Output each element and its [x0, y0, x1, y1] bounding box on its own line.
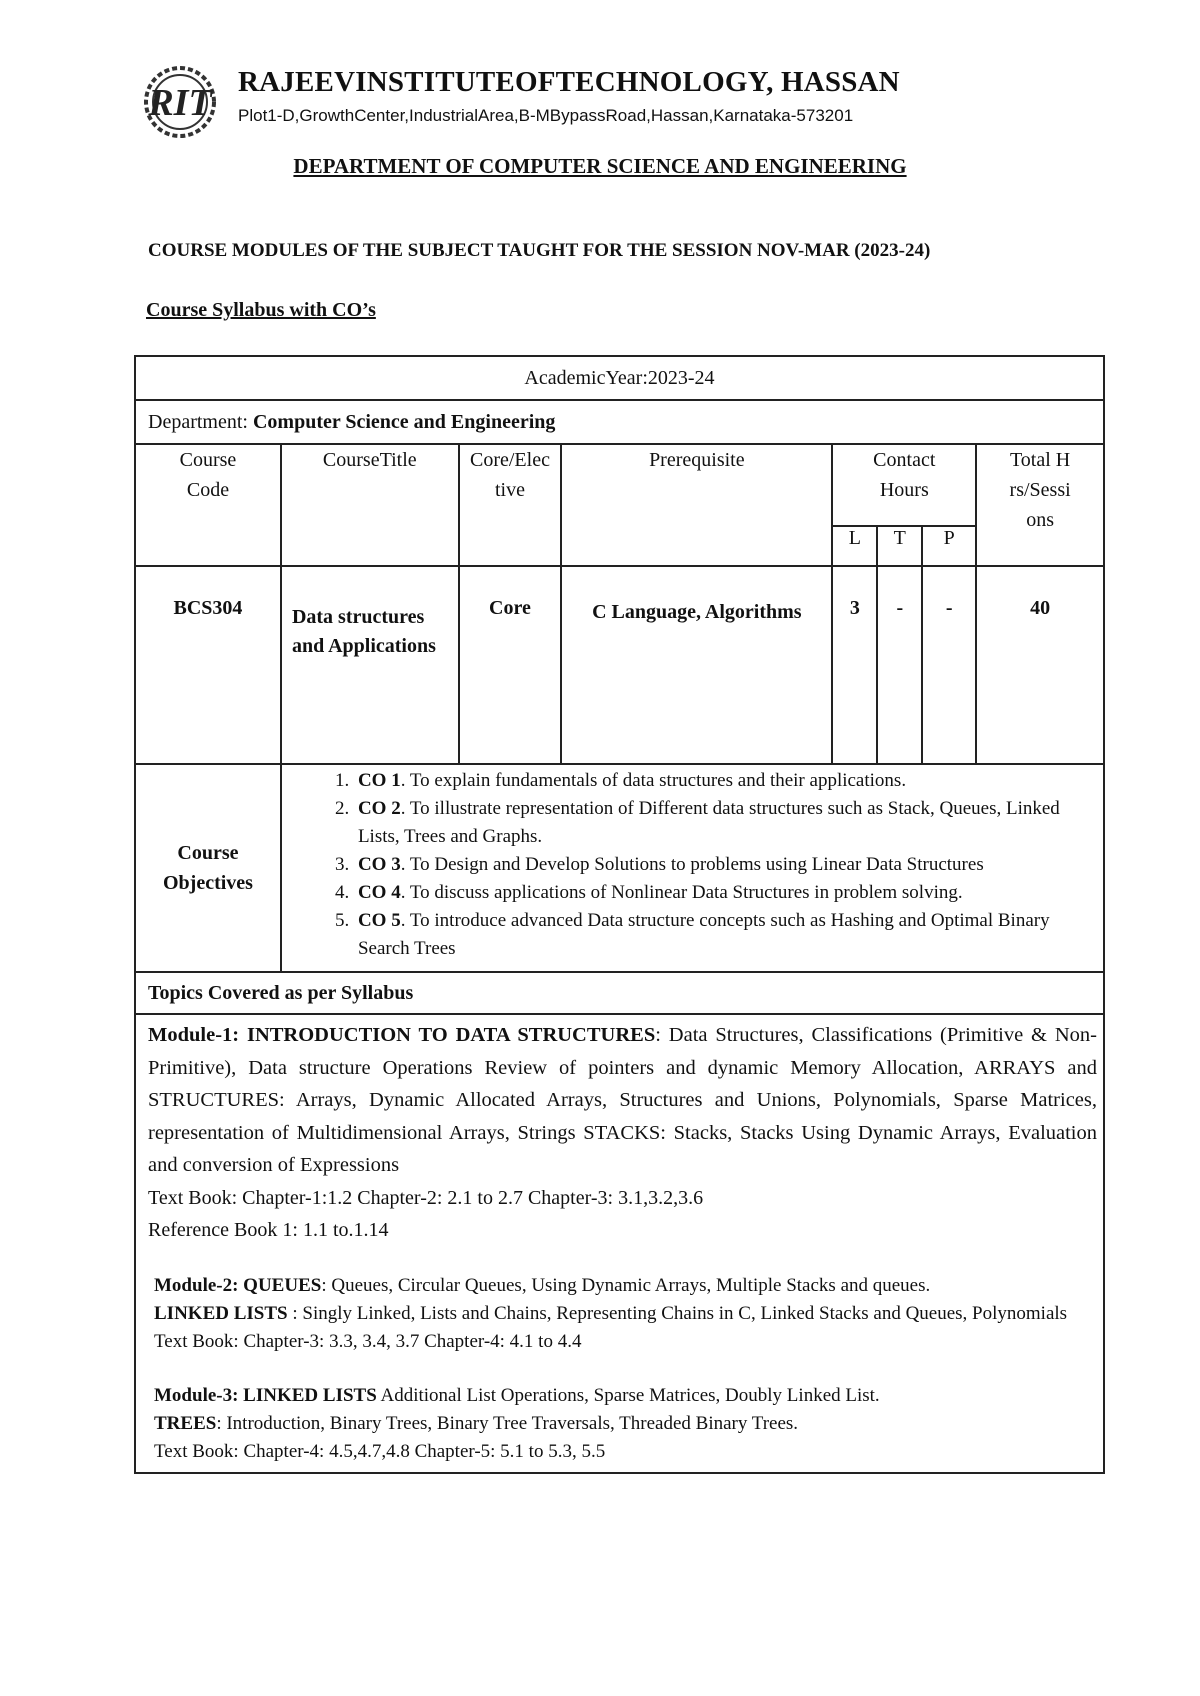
session-title: COURSE MODULES OF THE SUBJECT TAUGHT FOR THE SESSION NOV-MAR (2023-24): [148, 240, 931, 261]
institute-logo: [130, 62, 230, 144]
department-row: [135, 400, 1104, 444]
course-t: -: [877, 566, 922, 764]
module-1-reference: Reference Book 1: 1.1 to.1.14: [148, 1218, 389, 1241]
module-3-textbook: Text Book: Chapter-4: 4.5,4.7,4.8 Chapter-5: 5.1 to 5.3, 5.5: [154, 1440, 606, 1462]
objectives-cell: [281, 764, 1104, 972]
topics-header: Topics Covered as per Syllabus: [135, 972, 1104, 1014]
objective-item: 4. CO 4. To discuss applications of Nonlinear Data Structures in problem solving.: [354, 879, 1103, 907]
header-t: T: [877, 526, 922, 566]
header-prerequisite: Prerequisite: [561, 444, 832, 566]
objective-item: 3. CO 3. To Design and Develop Solutions to problems using Linear Data Structures: [354, 851, 1103, 879]
header-contact-hours: Contact Hours: [832, 444, 976, 526]
objective-item: 5. CO 5. To introduce advanced Data structure concepts such as Hashing and Optimal Binary Search Trees: [354, 907, 1103, 963]
header-total: Total Hrs/Sessions: [976, 444, 1104, 566]
header-l: L: [832, 526, 877, 566]
institute-address: Plot1-D,GrowthCenter,IndustrialArea,B-MBypassRoad,Hassan,Karnataka-573201: [238, 106, 854, 125]
module-3: Module-3: LINKED LISTS Additional List Operations, Sparse Matrices, Doubly Linked List. TREES: Introduction, Binary Trees, Binary Tree Traversals, Threaded Binary Trees. Text Book: Chapter-4: 4.5,4.7,4.8 Chapter-5: 5.1 to 5.3, 5.5: [148, 1382, 1097, 1466]
department-label: Department:: [148, 410, 253, 433]
course-title: Data structures and Applications: [281, 566, 459, 764]
institute-name: RAJEEVINSTITUTEOFTECHNOLOGY, HASSAN: [238, 66, 900, 98]
objectives-list: [282, 767, 1103, 963]
modules-cell: [135, 1014, 1104, 1473]
letterhead: [130, 62, 1090, 152]
syllabus-table: [134, 355, 1105, 1474]
course-p: -: [922, 566, 976, 764]
course-total: 40: [976, 566, 1104, 764]
course-l: 3: [832, 566, 877, 764]
module-1: Module-1: INTRODUCTION TO DATA STRUCTURES: Data Structures, Classifications (Primitive & Non-Primitive), Data structure Operations Review of pointers and dynamic Memory Allocation, ARRAYS and STRUCTURES: Arrays, Dynamic Allocated Arrays, Structures and Unions, Polynomials, Sparse Matrices, representation of Multidimensional Arrays, Strings STACKS: Stacks, Stacks Using Dynamic Arrays, Evaluation and conversion of Expressions: [148, 1024, 1097, 1176]
department-title: DEPARTMENT OF COMPUTER SCIENCE AND ENGINEERING: [293, 154, 907, 178]
header-p: P: [922, 526, 976, 566]
header-course-title: CourseTitle: [281, 444, 459, 566]
academic-year: AcademicYear:2023-24: [135, 356, 1104, 400]
objective-item: 1. CO 1. To explain fundamentals of data structures and their applications.: [354, 767, 1103, 795]
objectives-label: Course Objectives: [135, 764, 281, 972]
module-1-textbook: Text Book: Chapter-1:1.2 Chapter-2: 2.1 to 2.7 Chapter-3: 3.1,3.2,3.6: [148, 1186, 704, 1209]
department-value: Computer Science and Engineering: [252, 410, 556, 433]
header-core-elective: Core/Elective: [459, 444, 562, 566]
course-prerequisite: C Language, Algorithms: [561, 566, 832, 764]
syllabus-title: Course Syllabus with CO’s: [146, 299, 376, 321]
course-type: Core: [459, 566, 562, 764]
module-2-textbook: Text Book: Chapter-3: 3.3, 3.4, 3.7 Chapter-4: 4.1 to 4.4: [154, 1330, 582, 1352]
module-2: Module-2: QUEUES: Queues, Circular Queues, Using Dynamic Arrays, Multiple Stacks and queues. LINKED LISTS : Singly Linked, Lists and Chains, Representing Chains in C, Linked Stacks and Queues, Polynomials Text Book: Chapter-3: 3.3, 3.4, 3.7 Chapter-4: 4.1 to 4.4: [148, 1272, 1097, 1356]
header-course-code: Course Code: [135, 444, 281, 566]
objective-item: 2. CO 2. To illustrate representation of Different data structures such as Stack, Queues, Linked Lists, Trees and Graphs.: [354, 795, 1103, 851]
svg-text:RIT: RIT: [148, 82, 212, 124]
course-code: BCS304: [135, 566, 281, 764]
